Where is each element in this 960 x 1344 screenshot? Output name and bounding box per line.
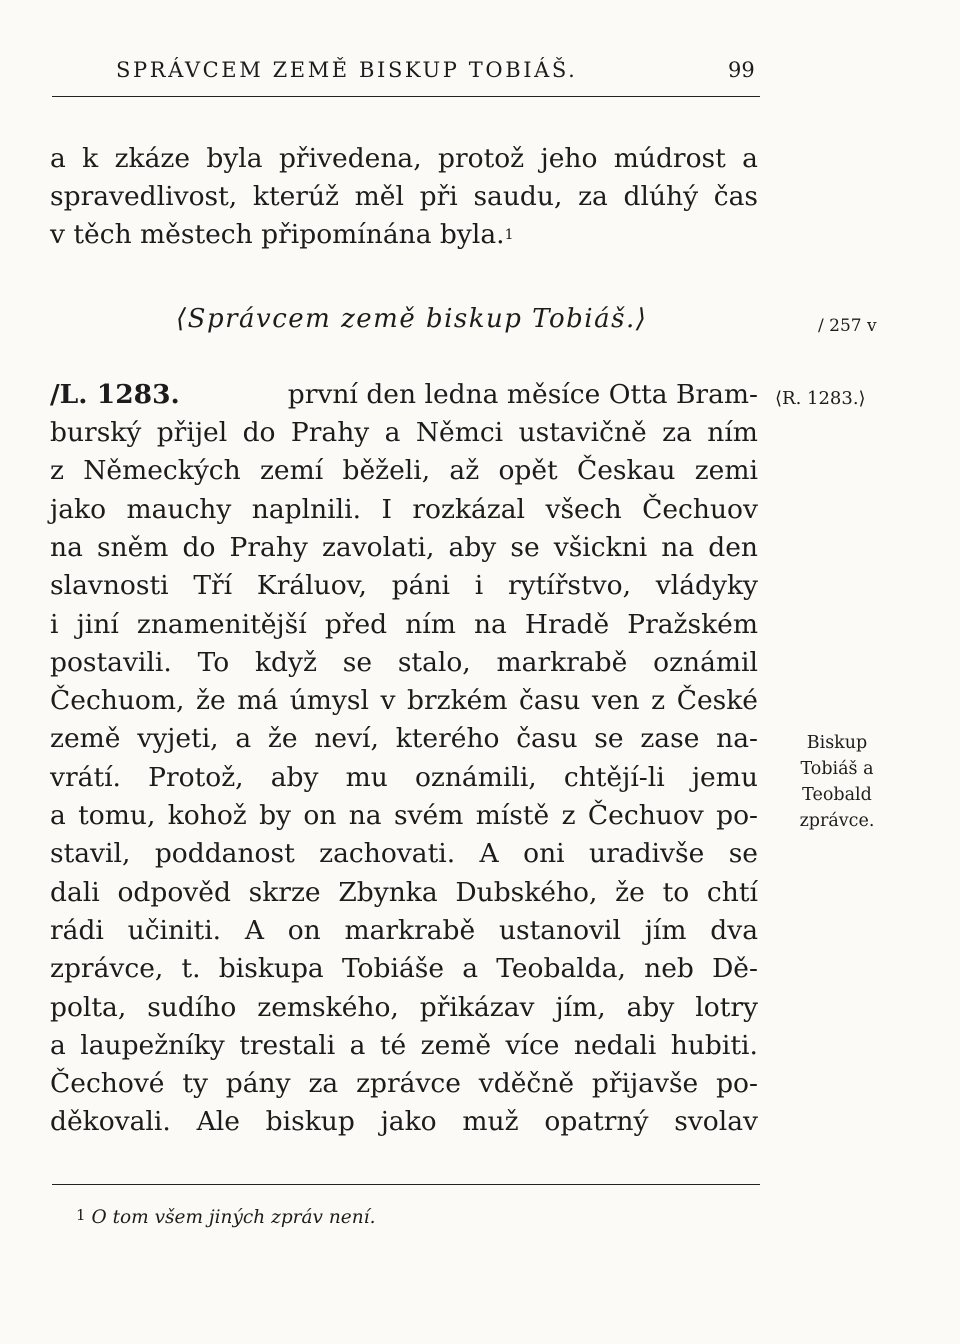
word: přijavše: [591, 1068, 699, 1100]
word: nedali: [573, 1029, 657, 1061]
word: on: [287, 914, 321, 946]
word: České: [676, 685, 758, 717]
word: se: [728, 838, 758, 870]
word: I: [381, 493, 392, 525]
word: Čechuom,: [50, 685, 185, 717]
word: do: [242, 417, 276, 448]
word: pány: [225, 1068, 291, 1100]
word: na: [473, 608, 507, 640]
word: dali: [50, 876, 100, 908]
word: oni: [523, 838, 565, 870]
word: stalo,: [397, 646, 471, 678]
word: více: [505, 1029, 560, 1061]
word: naplnili.: [251, 493, 362, 525]
intro-line-1: [50, 140, 758, 178]
word: v: [380, 685, 396, 717]
word: jemu: [691, 761, 758, 793]
word: přivedena,: [278, 143, 422, 174]
word: zprávce: [356, 1068, 461, 1100]
word: markrabě: [344, 914, 476, 946]
word: ustavičně: [518, 417, 647, 448]
word: učiniti.: [127, 914, 222, 946]
word: se: [510, 531, 540, 563]
word: Čechuov: [642, 493, 758, 525]
word: z: [50, 455, 64, 487]
word: čas: [713, 181, 758, 212]
word: biskupa: [218, 953, 324, 985]
word: oznámili,: [414, 761, 537, 793]
word: A: [244, 914, 264, 946]
word: Čechové: [50, 1068, 165, 1100]
entry-line: [50, 797, 758, 835]
entry-line: [50, 682, 758, 720]
word: na: [50, 531, 83, 563]
footnote-text: O tom všem jiných zpráv není.: [91, 1207, 376, 1228]
word: zkáze: [114, 143, 191, 174]
word: z: [561, 800, 576, 831]
word: Teobalda,: [496, 953, 626, 985]
word: po-: [716, 800, 758, 831]
word: markrabě: [496, 646, 628, 678]
word: po-: [716, 1068, 758, 1100]
intro-line-3-text: v těch městech připomínána byla.: [50, 219, 505, 250]
word: aby: [270, 761, 319, 793]
word: brzkém: [407, 685, 508, 717]
entry-line-1: [50, 376, 758, 414]
word: má: [237, 685, 279, 717]
page-number: 99: [728, 58, 755, 82]
word: té: [379, 1029, 407, 1061]
word: země: [50, 723, 121, 755]
word: on: [303, 800, 337, 831]
word: lotry: [695, 991, 758, 1023]
word: to: [662, 876, 690, 908]
word: dlúhý: [623, 181, 699, 212]
word: času: [516, 723, 578, 755]
margin-note-line: zprávce.: [799, 811, 875, 831]
word: vyjeti,: [137, 723, 219, 755]
entry-line: [50, 912, 758, 950]
entry-line: [50, 606, 758, 644]
margin-year-note: ⟨R. 1283.⟩: [775, 388, 866, 409]
word: Tří: [193, 570, 233, 602]
word: dva: [710, 914, 758, 946]
word: ven: [591, 685, 640, 717]
word: opatrný: [544, 1106, 649, 1138]
word: vládyky: [655, 570, 758, 602]
entry-line: [50, 1027, 758, 1065]
intro-line-3: [50, 216, 758, 254]
entry-line: [50, 950, 758, 988]
entry-line-1-text: první den ledna měsíce Otta Bram-: [287, 379, 758, 410]
word: Ale: [196, 1106, 240, 1138]
word: při: [419, 181, 458, 212]
word: že: [196, 685, 226, 717]
word: se: [594, 723, 624, 755]
word: přikázav: [419, 991, 535, 1023]
entry-line: [50, 989, 758, 1027]
word: Dě-: [712, 953, 758, 985]
word: aby: [626, 991, 675, 1023]
word: když: [254, 646, 317, 678]
word: den: [708, 531, 758, 563]
word: kohož: [167, 800, 247, 831]
word: Německých: [83, 455, 241, 487]
word: znamenitější: [136, 608, 307, 640]
word: biskup: [265, 1106, 355, 1138]
word: na: [348, 800, 382, 831]
word: že: [267, 723, 298, 755]
word: t.: [181, 953, 201, 985]
word: zemí: [259, 455, 324, 487]
word: spravedlivost,: [50, 181, 238, 212]
word: laupežníky: [80, 1029, 225, 1061]
margin-note: [772, 730, 902, 834]
word: Českau: [576, 455, 676, 487]
word: byla: [206, 143, 263, 174]
word: tomu,: [78, 800, 156, 831]
word: A: [479, 838, 499, 870]
word: zase: [640, 723, 700, 755]
word: zachovati.: [319, 838, 456, 870]
word: svém: [393, 800, 464, 831]
word: Hradě: [524, 608, 610, 640]
word: postavili.: [50, 646, 172, 678]
entry-line: [50, 874, 758, 912]
word: ty: [182, 1068, 208, 1100]
word: poddanost: [154, 838, 295, 870]
word: svolav: [674, 1106, 758, 1138]
section-title: ⟨Správcem země biskup Tobiáš.⟩: [176, 304, 648, 334]
word: až: [449, 455, 480, 487]
entry-line: [50, 759, 758, 797]
word: polta,: [50, 991, 127, 1023]
word: i: [50, 608, 59, 640]
word: a: [349, 1029, 366, 1061]
word: aby: [448, 531, 497, 563]
word: rádi: [50, 914, 104, 946]
word: Dubského,: [455, 876, 598, 908]
word: mauchy: [126, 493, 232, 525]
margin-folio-note: / 257 v: [818, 316, 877, 336]
word: k: [82, 143, 99, 174]
footnote: [76, 1206, 375, 1228]
word: hubiti.: [670, 1029, 758, 1061]
word: sněm: [96, 531, 169, 563]
margin-note-line: Tobiáš a: [800, 759, 874, 779]
word: jiní: [76, 608, 119, 640]
entry-year-label: /L. 1283.: [50, 379, 180, 410]
word: páni: [391, 570, 450, 602]
word: běželi,: [342, 455, 431, 487]
word: skrze: [248, 876, 321, 908]
word: jako: [50, 493, 107, 525]
footnote-rule: [52, 1184, 760, 1185]
word: před: [324, 608, 388, 640]
word: jím,: [555, 991, 606, 1023]
word: protož: [437, 143, 525, 174]
word: neví,: [314, 723, 379, 755]
header-rule: [52, 96, 760, 97]
word: všickni: [553, 531, 648, 563]
word: rozkázal: [412, 493, 526, 525]
word: trestali: [239, 1029, 336, 1061]
word: a: [384, 417, 401, 448]
word: oznámil: [653, 646, 758, 678]
margin-note-line: Biskup: [806, 733, 868, 753]
word: múdrost: [613, 143, 726, 174]
word: Čechuov: [587, 800, 704, 831]
word: opět: [498, 455, 558, 487]
word: za: [662, 417, 692, 448]
word: Prahy: [229, 531, 308, 563]
entry-line: [50, 835, 758, 873]
word: děkovali.: [50, 1106, 171, 1138]
margin-note-line: Teobald: [802, 785, 872, 805]
word: Tobiáše: [341, 953, 445, 985]
word: přijel: [156, 417, 228, 448]
word: ustanovil: [498, 914, 621, 946]
word: stavil,: [50, 838, 131, 870]
word: Němci: [415, 417, 504, 448]
word: Zbynka: [338, 876, 438, 908]
word: že: [615, 876, 645, 908]
entry-line: [50, 720, 758, 758]
word: zemského,: [257, 991, 399, 1023]
word: jím: [644, 914, 687, 946]
word: burský: [50, 417, 142, 448]
word: Prahy: [290, 417, 370, 448]
intro-line-2: [50, 178, 758, 216]
word: země: [420, 1029, 492, 1061]
word: na: [661, 531, 695, 563]
word: se: [342, 646, 373, 678]
word: saudu,: [473, 181, 563, 212]
word: Králuov,: [256, 570, 367, 602]
word: muž: [462, 1106, 519, 1138]
word: a: [50, 800, 66, 831]
word: a: [462, 953, 479, 985]
word: vrátí.: [50, 761, 121, 793]
word: zprávce,: [50, 953, 164, 985]
word: všech: [545, 493, 622, 525]
word: To: [197, 646, 230, 678]
word: Pražském: [627, 608, 758, 640]
running-head-title: SPRÁVCEM ZEMĚ BISKUP TOBIÁŠ.: [116, 58, 578, 82]
word: mu: [345, 761, 388, 793]
word: chtějí-li: [563, 761, 665, 793]
word: místě: [475, 800, 550, 831]
word: na-: [716, 723, 758, 755]
entry-line: [50, 567, 758, 605]
word: a: [50, 1029, 66, 1061]
word: ním: [707, 417, 758, 448]
word: za: [578, 181, 608, 212]
word: za: [308, 1068, 339, 1100]
word: z: [651, 685, 666, 717]
word: do: [182, 531, 216, 563]
footnote-mark: 1: [76, 1206, 86, 1224]
word: by: [259, 800, 292, 831]
word: měl: [354, 181, 404, 212]
entry-line: [50, 491, 758, 529]
word: uradivše: [589, 838, 705, 870]
entry-line: [50, 529, 758, 567]
word: jako: [380, 1106, 437, 1138]
word: kterého: [395, 723, 500, 755]
word: úmysl: [289, 685, 369, 717]
word: i: [474, 570, 484, 602]
word: ním: [405, 608, 456, 640]
entry-line: [50, 452, 758, 490]
word: neb: [644, 953, 694, 985]
word: zemi: [694, 455, 758, 487]
entry-line: [50, 1065, 758, 1103]
word: odpověd: [117, 876, 231, 908]
word: kterúž: [252, 181, 339, 212]
word: Protož,: [148, 761, 244, 793]
word: zavolati,: [321, 531, 435, 563]
word: vděčně: [478, 1068, 575, 1100]
footnote-reference: 1: [504, 227, 514, 243]
word: slavnosti: [50, 570, 169, 602]
word: jeho: [540, 143, 598, 174]
entry-line: [50, 1103, 758, 1141]
entry-line: [50, 414, 758, 452]
word: chtí: [706, 876, 758, 908]
word: a: [50, 143, 66, 174]
word: sudího: [147, 991, 237, 1023]
word: a: [742, 143, 758, 174]
entry-line: [50, 644, 758, 682]
word: rytířstvo,: [507, 570, 632, 602]
word: a: [235, 723, 252, 755]
word: času: [519, 685, 581, 717]
